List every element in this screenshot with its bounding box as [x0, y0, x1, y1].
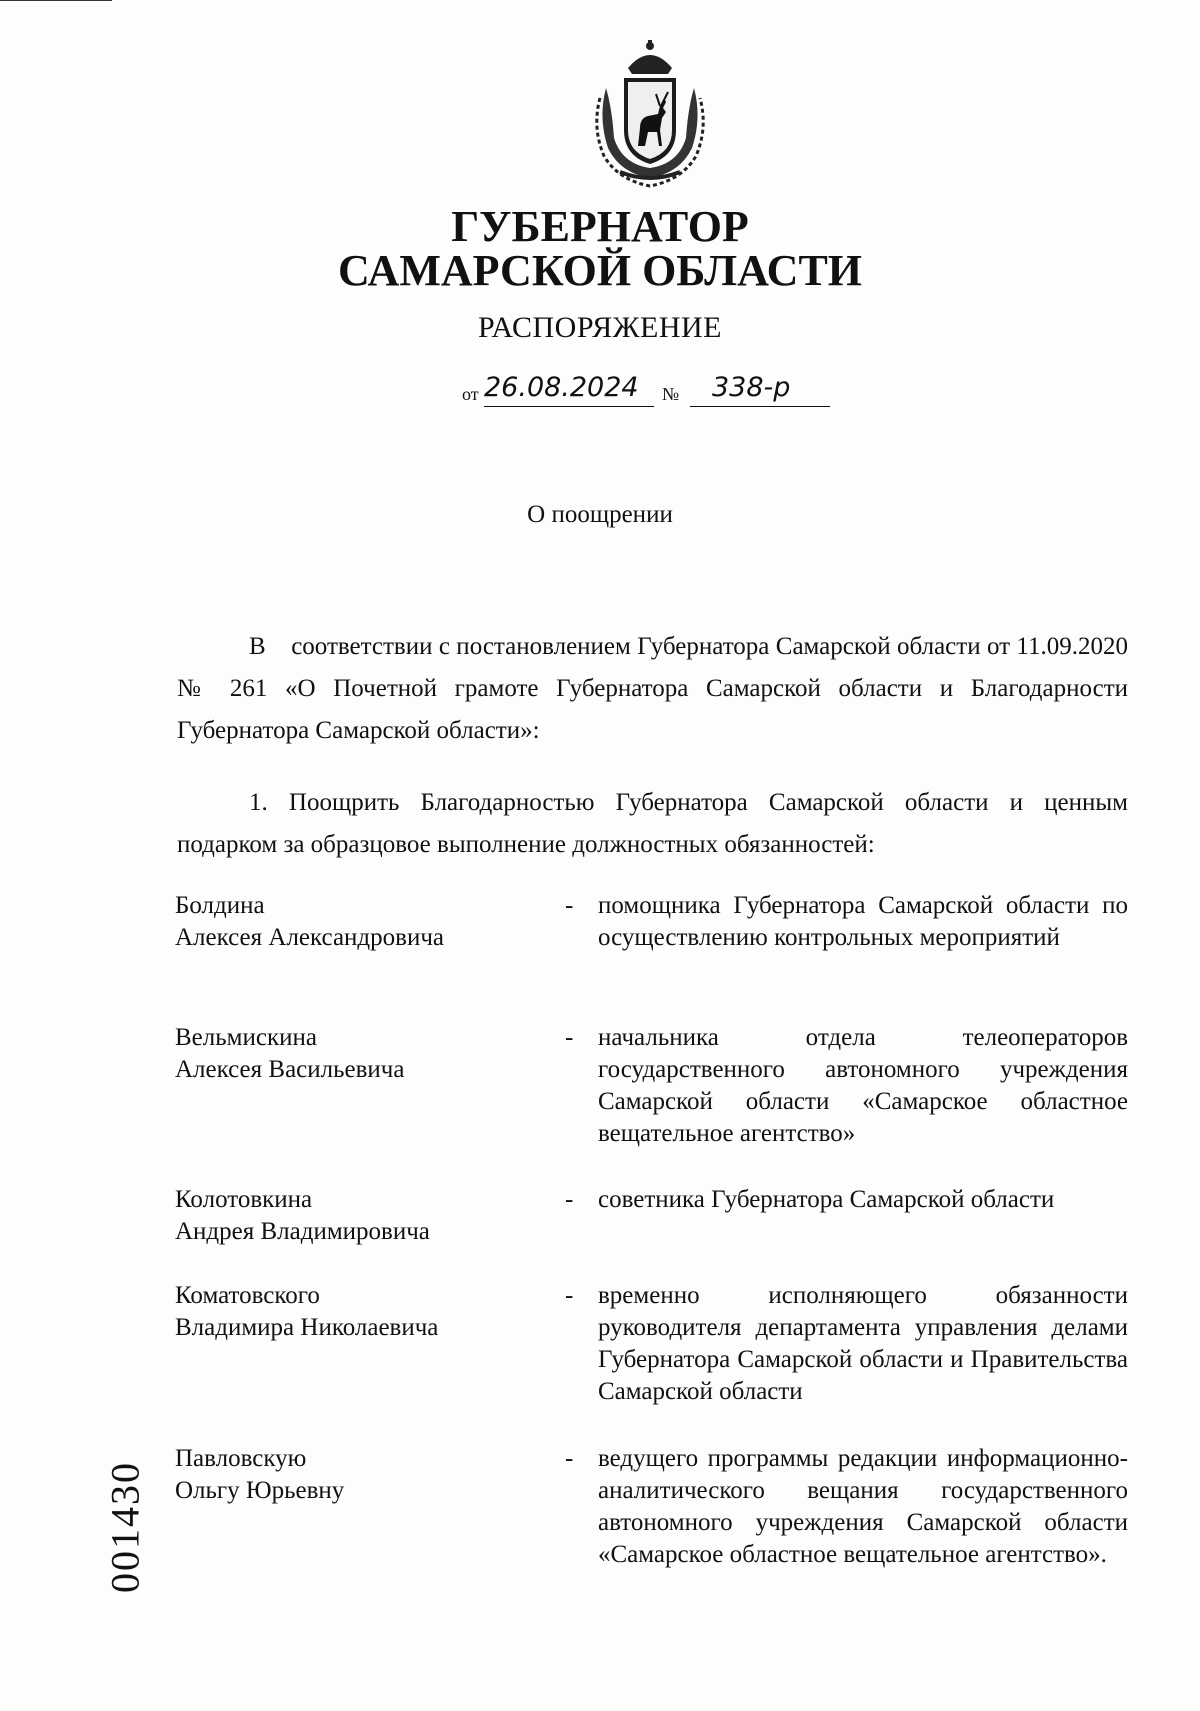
- awardee-name: [175, 1184, 555, 1248]
- awardee-surname: Павловскую: [175, 1445, 307, 1472]
- awardee-name: [175, 1280, 555, 1344]
- awardee-name: [175, 1443, 555, 1507]
- preamble-paragraph: [177, 626, 1128, 752]
- document-kind: РАСПОРЯЖЕНИЕ: [477, 311, 723, 344]
- samara-coat-of-arms-icon: [590, 38, 710, 188]
- awardee-position: временно исполняющего обязанности руководителя департамента управления делами Губернатора Самарской области и Правительства Самарской области: [598, 1282, 1128, 1405]
- awardee-given-names: Ольгу Юрьевну: [175, 1477, 345, 1504]
- date-number-line: [462, 370, 852, 410]
- row-dash: -: [565, 892, 574, 919]
- awardee-surname: Болдина: [175, 892, 265, 919]
- scan-edge-line: [0, 0, 112, 1]
- issuer-title-line1: ГУБЕРНАТОР: [451, 202, 749, 251]
- number-sign: №: [662, 384, 680, 404]
- registration-number-text: 001430: [102, 1461, 148, 1593]
- awardee-name: [175, 890, 555, 954]
- date-prefix: от: [462, 384, 479, 404]
- item-1-text: 1. Поощрить Благодарностью Губернатора Самарской области и ценным подарком за образцовое выполнение должностных обязанностей:: [177, 789, 1128, 858]
- item-1-paragraph: [177, 782, 1128, 866]
- awardee-given-names: Владимира Николаевича: [175, 1314, 439, 1341]
- handwritten-date: 26.08.2024: [484, 370, 654, 407]
- document-subject: О поощрении: [527, 501, 673, 528]
- preamble-start: В: [249, 633, 266, 660]
- awardee-position: начальника отдела телеоператоров государственного автономного учреждения Самарской области «Самарское областное вещательное агентство»: [598, 1024, 1128, 1147]
- awardee-position: советника Губернатора Самарской области: [598, 1186, 1055, 1213]
- awardee-surname: Коматовского: [175, 1282, 320, 1309]
- row-dash: -: [565, 1186, 574, 1213]
- awardee-position: помощника Губернатора Самарской области по осуществлению контрольных мероприятий: [598, 892, 1128, 951]
- awardee-position: ведущего программы редакции информационно-аналитического вещания государственного автономного учреждения Самарской области «Самарское областное вещательное агентство».: [598, 1445, 1128, 1568]
- awardee-given-names: Алексея Александровича: [175, 924, 444, 951]
- awardee-surname: Колотовкина: [175, 1186, 313, 1213]
- row-dash: -: [565, 1282, 574, 1309]
- row-dash: -: [565, 1024, 574, 1051]
- awardee-surname: Вельмискина: [175, 1024, 317, 1051]
- awardee-name: [175, 1022, 555, 1086]
- awardee-given-names: Алексея Васильевича: [175, 1056, 405, 1083]
- handwritten-number: 338-р: [690, 370, 830, 407]
- row-dash: -: [565, 1445, 574, 1472]
- registration-number: [95, 1442, 155, 1612]
- awardee-given-names: Андрея Владимировича: [175, 1218, 430, 1245]
- preamble-text: соответствии с постановлением Губернатора Самарской области от 11.09.2020 № 261 «О Почетной грамоте Губернатора Самарской области и Благодарности Губернатора Самарской области»:: [177, 633, 1129, 744]
- issuer-title-line2: САМАРСКОЙ ОБЛАСТИ: [337, 246, 863, 295]
